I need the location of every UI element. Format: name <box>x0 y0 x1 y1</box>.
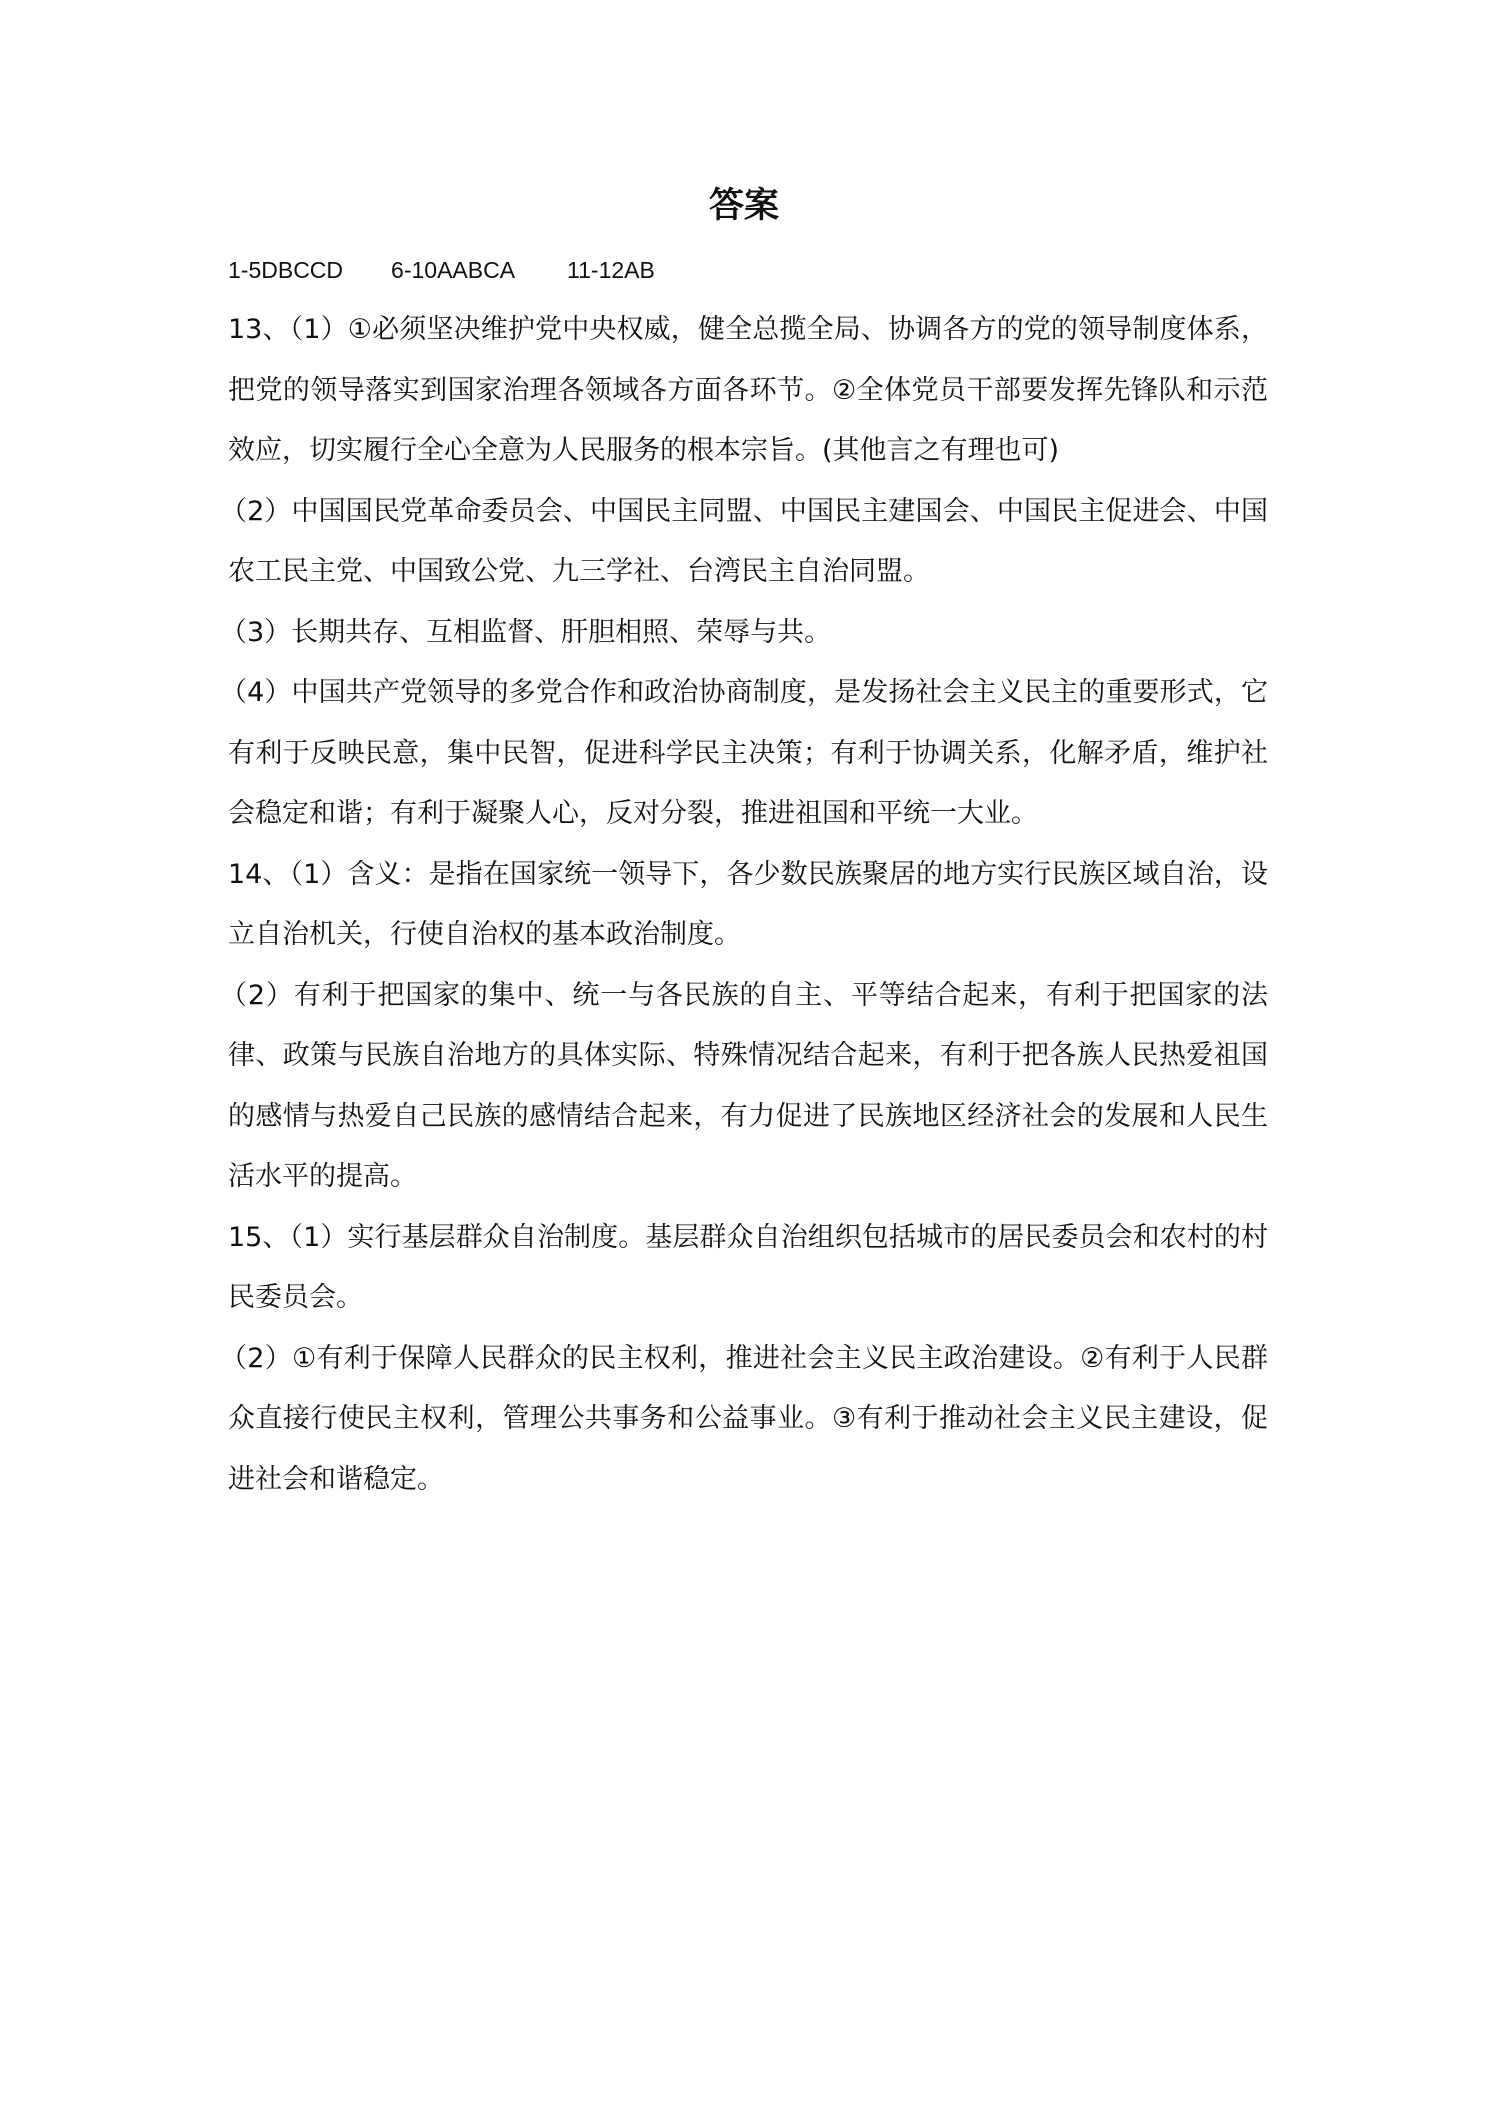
answer-15-2: （2）①有利于保障人民群众的民主权利，推进社会主义民主政治建设。②有利于人民群众直接行使民主权利，管理公共事务和公益事业。③有利于推动社会主义民主建设，促进社会和谐稳定。 <box>220 1342 1268 1495</box>
answer-13-2: （2）中国国民党革命委员会、中国民主同盟、中国民主建国会、中国民主促进会、中国农工民主党、中国致公党、九三学社、台湾民主自治同盟。 <box>220 495 1268 587</box>
multiple-choice-answers <box>228 250 655 290</box>
answer-15-1: 15、（1）实行基层群众自治制度。基层群众自治组织包括城市的居民委员会和农村的村民委员会。 <box>228 1221 1268 1313</box>
answer-14-2: （2）有利于把国家的集中、统一与各民族的自主、平等结合起来，有利于把国家的法律、政策与民族自治地方的具体实际、特殊情况结合起来，有利于把各族人民热爱祖国的感情与热爱自己民族的感情结合起来，有力促进了民族地区经济社会的发展和人民生活水平的提高。 <box>220 979 1268 1192</box>
answer-13-1: 13、（1）①必须坚决维护党中央权威，健全总揽全局、协调各方的党的领导制度体系，把党的领导落实到国家治理各领域各方面各环节。②全体党员干部要发挥先锋队和示范效应，切实履行全心全意为人民服务的根本宗旨。(其他言之有理也可) <box>228 314 1268 466</box>
answer-14-1: 14、（1）含义：是指在国家统一领导下，各少数民族聚居的地方实行民族区域自治，设立自治机关，行使自治权的基本政治制度。 <box>228 858 1268 950</box>
answer-13-4: （4）中国共产党领导的多党合作和政治协商制度，是发扬社会主义民主的重要形式，它有利于反映民意，集中民智，促进科学民主决策；有利于协调关系，化解矛盾，维护社会稳定和谐；有利于凝聚人心，反对分裂，推进祖国和平统一大业。 <box>220 677 1268 829</box>
answer-body <box>220 300 1268 1510</box>
answer-13-3: （3）长期共存、互相监督、肝胆相照、荣辱与共。 <box>220 616 832 648</box>
mc-answer-group: 11-12AB <box>567 257 655 283</box>
mc-answer-group: 6-10AABCA <box>391 257 516 283</box>
mc-answer-group: 1-5DBCCD <box>228 257 344 283</box>
page-title: 答案 <box>708 186 779 226</box>
